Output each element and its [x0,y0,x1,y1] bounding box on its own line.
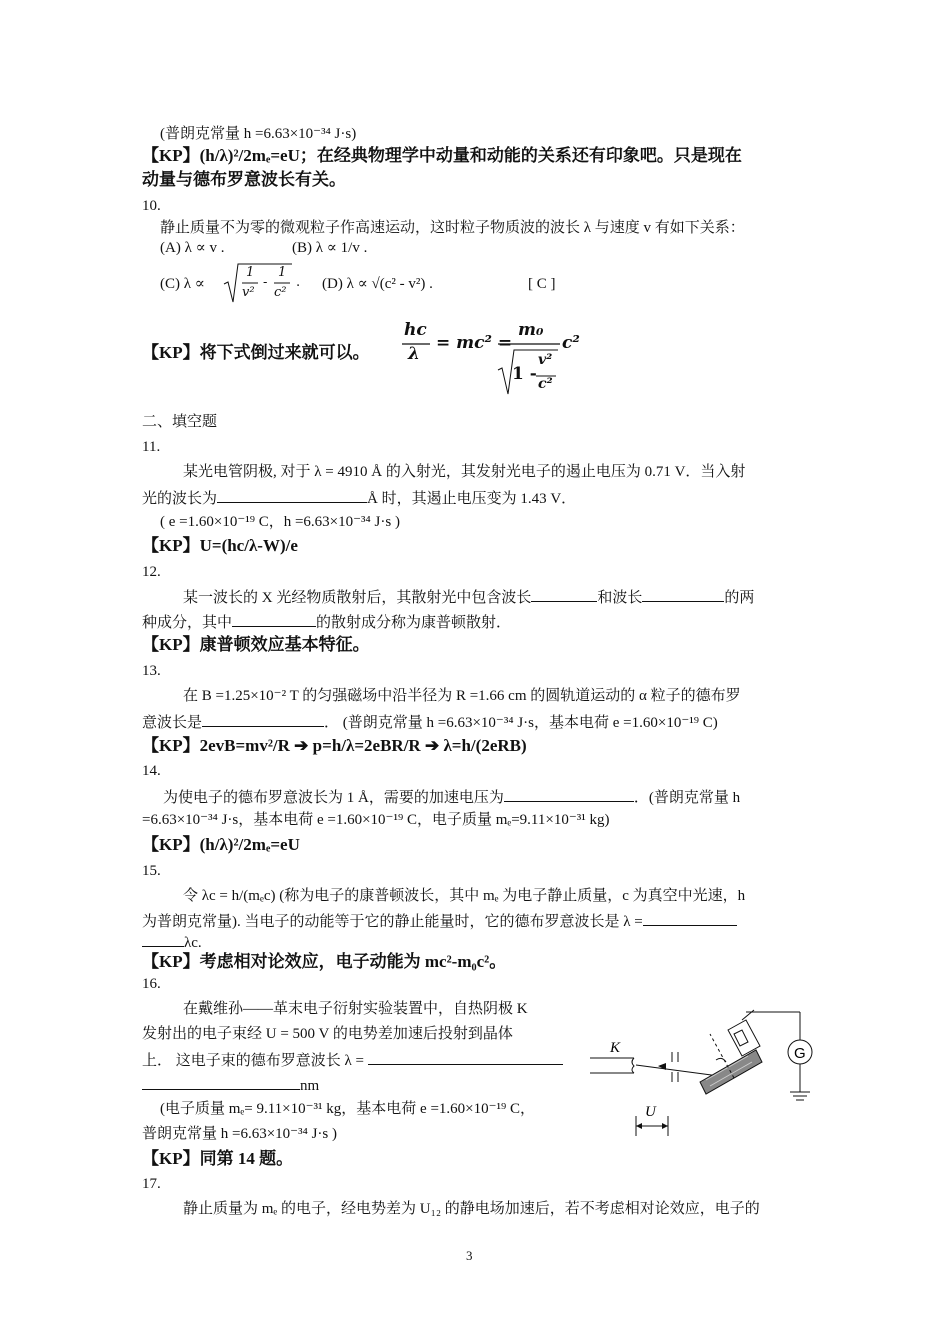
kp10: 【KP】将下式倒过来就可以。 [142,343,370,362]
section-fill-in: 二、填空题 [142,414,218,430]
davisson-germer-diagram [588,1000,820,1150]
kp10-formula: hc λ = mc² = m₀ 1 - v² c² c² [400,320,600,400]
q12-line1: 某一波长的 X 光经物质散射后，其散射光中包含波长 和波长 的两 [183,586,754,608]
q16-line6: 普朗克常量 h =6.63×10⁻³⁴ J·s ) [142,1126,337,1142]
q12-blank-1[interactable] [531,586,597,602]
ground-icon [790,1092,810,1100]
detector [728,1010,760,1056]
cathode-tube [590,1058,634,1073]
q11-number: 11. [142,439,161,455]
q17-line1: 静止质量为 mₑ 的电子，经电势差为 U₁₂ 的静电场加速后，若不考虑相对论效应，电子的 [183,1201,760,1217]
kp10-formula-lines [400,320,600,400]
q13-line1: 在 B =1.25×10⁻² T 的匀强磁场中沿半径为 R =1.66 cm 的圆轨道运动的 α 粒子的德布罗 [183,688,741,704]
q10-text: 静止质量不为零的微观粒子作高速运动，这时粒子物质波的波长 λ 与速度 v 有如下关系： [160,220,745,236]
q11-line2: 光的波长为 Å 时，其遏止电压变为 1.43 V． [142,487,576,509]
q16-line2: 发射出的电子束经 U = 500 V 的电势差加速后投射到晶体 [142,1026,513,1042]
page-number: 3 [466,1248,473,1263]
q14-number: 14. [142,763,161,779]
q15-answer-blank-b[interactable] [142,931,184,947]
q16-line5: (电子质量 mₑ= 9.11×10⁻³¹ kg，基本电荷 e =1.60×10⁻¹⁹ C， [160,1101,536,1117]
kp16: 【KP】同第 14 题。 [142,1149,294,1168]
q16-line3: 上． 这电子束的德布罗意波长 λ = [142,1049,563,1071]
q16-number: 16. [142,976,161,992]
q16-answer-blank-a[interactable] [368,1049,563,1065]
q12-number: 12. [142,564,161,580]
label-k: K [610,1040,621,1056]
label-g: G [794,1045,806,1062]
kp13: 【KP】2evB=mv²/R ➔ p=h/λ=2eBR/R ➔ λ=h/(2eRB) [142,736,527,755]
q10-option-d: (D) λ ∝ √(c² - v²) . [322,276,433,292]
q16-line1: 在戴维孙——革末电子衍射实验装置中，自热阴极 K [183,1001,528,1017]
q11-answer-blank[interactable] [217,487,367,503]
q11-line3: ( e =1.60×10⁻¹⁹ C，h =6.63×10⁻³⁴ J·s ) [160,514,400,530]
q10-answer: [ C ] [528,276,556,292]
q13-number: 13. [142,663,161,679]
q15-line3: λc. [142,931,202,953]
q10-option-a: (A) λ ∝ v . [160,240,225,256]
q15-line2: 为普朗克常量). 当电子的动能等于它的静止能量时，它的德布罗意波长是 λ = [142,910,737,932]
q15-line1: 令 λc = h/(mₑc) (称为电子的康普顿波长，其中 mₑ 为电子静止质量，c 为真空中光速，h [183,888,746,904]
q16-answer-blank-b[interactable] [142,1074,300,1090]
kp9-line1: 【KP】(h/λ)²/2mₑ=eU；在经典物理学中动量和动能的关系还有印象吧。只是现在 [142,146,742,165]
accelerating-plates [672,1052,678,1082]
q13-answer-blank[interactable] [202,711,324,727]
q14-line2: =6.63×10⁻³⁴ J·s，基本电荷 e =1.60×10⁻¹⁹ C，电子质量 mₑ=9.11×10⁻³¹ kg) [142,812,610,828]
q11-line1: 某光电管阴极, 对于 λ = 4910 Å 的入射光，其发射光电子的遏止电压为 0.71 V．当入射 [183,464,746,480]
q14-answer-blank[interactable] [504,786,634,802]
document-page: (普朗克常量 h =6.63×10⁻³⁴ J·s) 【KP】(h/λ)²/2mₑ=eU；在经典物理学中动量和动能的关系还有印象吧。只是现在 动量与德布罗意波长有关。 10. 静止质量不为零的微观粒子作高速运动，这时粒子物质波的波长 λ 与速度 v 有如下关系： (A) λ ∝ v . (B) λ ∝ 1/v . (C) λ ∝ 1 v² - 1 c² . (D) λ ∝ √(c² - v²) . [ C ] 【KP】将下式倒过来就可以。 hc λ = mc² = m₀ 1 - v² c² c² 二、填空题 11. 某光电管阴极, 对于 λ = 4910 Å 的入射光，其发射光电子的遏止电压为 0.71 V．当入射 光的波长为 Å 时，其遏止电压变为 1.43 V． ( e =1.60×10⁻¹⁹ C，h =6.63×10⁻³⁴ J·s ) 【KP】U=(hc/λ-W)/e 12. 某一波长的 X 光经物质散射后，其散射光中包含波长 和波长 的两 种成分，其中 的散射成分称为康普顿散射． 【KP】康普顿效应基本特征。 13. 在 B =1.25×10⁻² T 的匀强磁场中沿半径为 R =1.66 cm 的圆轨道运动的 α 粒子的德布罗 意波长是 ． (普朗克常量 h =6.63×10⁻³⁴ J·s，基本电荷 e =1.60×10⁻¹⁹ C) 【KP】2evB=mv²/R ➔ p=h/λ=2eBR/R ➔ λ=h/(2eRB) 14. 为使电子的德布罗意波长为 1 Å，需要的加速电压为 ．(普朗克常量 h =6.63×10⁻³⁴ J·s，基本电荷 e =1.60×10⁻¹⁹ C，电子质量 mₑ=9.11×10⁻³¹ kg) 【KP】(h/λ)²/2mₑ=eU 15. 令 λc = h/(mₑc) (称为电子的康普顿波长，其中 mₑ 为电子静止质量，c 为真空中光速，h 为普朗克常量). 当电子的动能等于它的静止能量时，它的德布罗意波长是 λ = λc. 【KP】考虑相对论效应，电子动能为 mc²-m₀c²。 16. 在戴维孙——革末电子衍射实验装置中，自热阴极 K 发射出的电子束经 U = 500 V 的电势差加速后投射到晶体 上． 这电子束的德布罗意波长 λ = nm (电子质量 mₑ= 9.11×10⁻³¹ kg，基本电荷 e =1.60×10⁻¹⁹ C， 普朗克常量 h =6.63×10⁻³⁴ J·s ) K G U 【KP】同第 14 题。 17. 静止质量为 mₑ 的电子，经电势差为 U₁₂ 的静电场加速后，若不考虑相对论效应，电子的 3 [0,0,950,1344]
label-u: U [645,1104,656,1120]
q10-option-c-label: (C) λ ∝ [160,276,205,292]
q12-blank-2[interactable] [642,586,724,602]
q13-line2: 意波长是 ． (普朗克常量 h =6.63×10⁻³⁴ J·s，基本电荷 e =1.60×10⁻¹⁹ C) [142,711,718,733]
kp9-line2: 动量与德布罗意波长有关。 [142,170,346,189]
q16-line4: nm [142,1074,319,1096]
q9-note: (普朗克常量 h =6.63×10⁻³⁴ J·s) [160,126,357,142]
q15-answer-blank-a[interactable] [643,910,737,926]
q12-blank-3[interactable] [232,611,316,627]
kp12: 【KP】康普顿效应基本特征。 [142,635,370,654]
q10-option-b: (B) λ ∝ 1/v . [292,240,368,256]
q10-number: 10. [142,198,161,214]
kp15: 【KP】考虑相对论效应，电子动能为 mc²-m₀c²。 [142,952,507,971]
q14-line1: 为使电子的德布罗意波长为 1 Å，需要的加速电压为 ．(普朗克常量 h [163,786,740,808]
kp11: 【KP】U=(hc/λ-W)/e [142,536,298,555]
q17-number: 17. [142,1176,161,1192]
kp14: 【KP】(h/λ)²/2mₑ=eU [142,835,300,854]
q15-number: 15. [142,863,161,879]
q12-line2: 种成分，其中 的散射成分称为康普顿散射． [142,611,511,633]
